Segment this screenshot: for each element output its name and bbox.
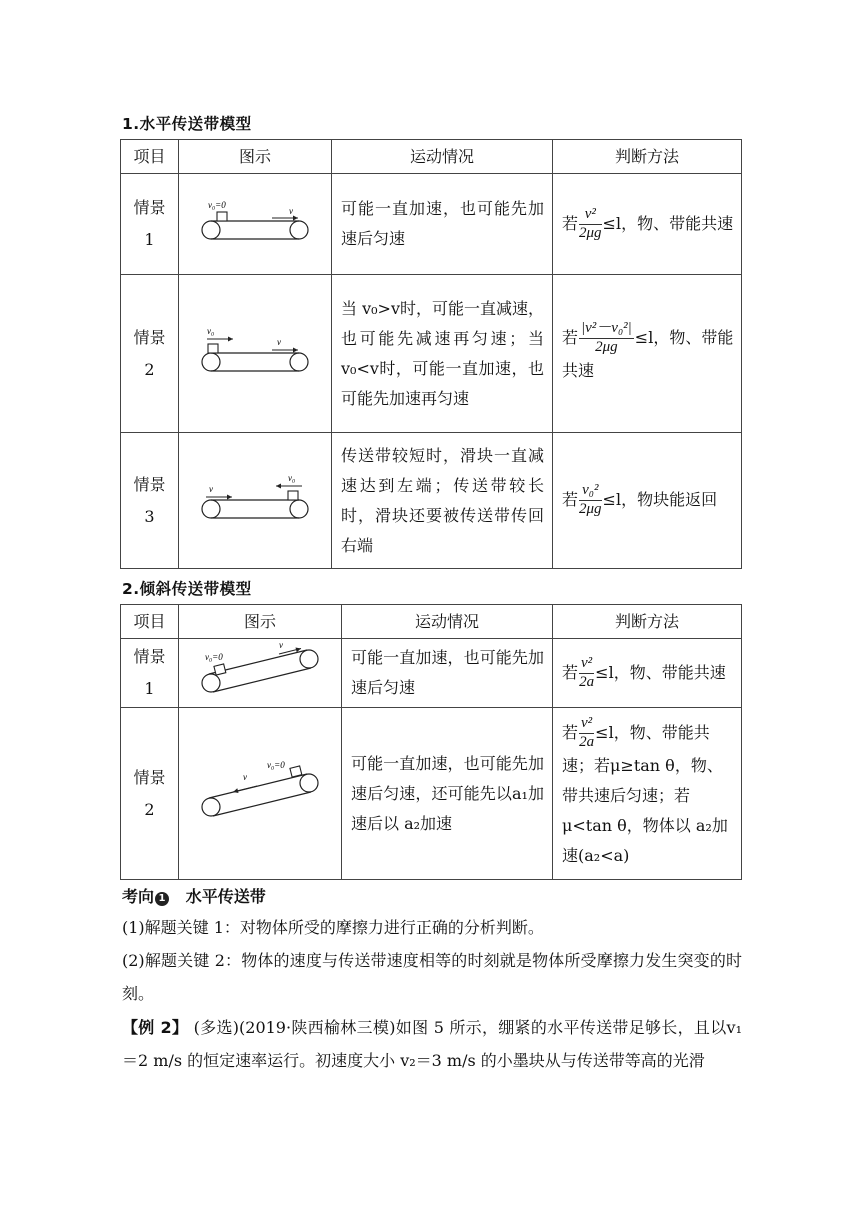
- svg-text:v₀=0: v₀=0: [267, 759, 285, 770]
- belt-diagram: [179, 639, 342, 708]
- header-item: 项目: [121, 605, 179, 639]
- table-row: [121, 433, 742, 569]
- example-text: (多选)(2019·陕西榆林三模)如图 5 所示，绷紧的水平传送带足够长，且以v₁＝2 m/s 的恒定速率运行。初速度大小 v₂＝3 m/s 的小墨块从与传送带等高的光滑: [122, 1018, 742, 1070]
- header-figure: 图示: [179, 140, 332, 174]
- table-row: [121, 275, 742, 433]
- svg-text:v₀=0: v₀=0: [208, 200, 226, 210]
- inclined-belt-figure-icon: [195, 758, 325, 820]
- judge-method: 若 $\frac{\text{v²}}{2a}$ ≤l，物、带能共速；若μ≥tan θ，物、带共速后匀速；若μ<tan θ，物体以 a₂加速(a₂<a): [553, 708, 742, 880]
- table-header-row: [121, 140, 742, 174]
- scenario-label: 情景 2: [121, 275, 179, 433]
- paragraph-key-2: (2)解题关键 2：物体的速度与传送带速度相等的时刻就是物体所受摩擦力发生突变的时刻。: [122, 951, 742, 1003]
- svg-text:v: v: [279, 640, 283, 650]
- header-judge: 判断方法: [553, 605, 742, 639]
- motion-description: 传送带较短时，滑块一直减速达到左端；传送带较长时，滑块还要被传送带传回右端: [332, 433, 553, 569]
- header-judge: 判断方法: [553, 140, 742, 174]
- table-row: [121, 708, 742, 880]
- belt-diagram: [179, 174, 332, 275]
- belt-diagram: [179, 275, 332, 433]
- header-motion: 运动情况: [332, 140, 553, 174]
- judge-method: 若 $\frac{\text{v²}}{2\mu g}$ ≤l，物、带能共速: [553, 174, 742, 275]
- table-header-row: [121, 605, 742, 639]
- belt-figure-icon: [200, 197, 310, 241]
- svg-text:v: v: [277, 336, 281, 347]
- belt-diagram: [179, 708, 342, 880]
- judge-method: 若 $\frac{\text{v₀²}}{2\mu g}$ ≤l，物块能返回: [553, 433, 742, 569]
- belt-figure-icon: [200, 325, 310, 373]
- scenario-label: 情景 1: [121, 174, 179, 275]
- header-motion: 运动情况: [342, 605, 553, 639]
- table-row: [121, 174, 742, 275]
- belt-diagram: [179, 433, 332, 569]
- inclined-belt-figure-icon: [195, 640, 325, 696]
- motion-description: 可能一直加速，也可能先加速后匀速: [332, 174, 553, 275]
- section-title-inclined: 2.倾斜传送带模型: [122, 580, 252, 598]
- section-title-horizontal: 1.水平传送带模型: [122, 115, 252, 133]
- belt-figure-icon: [200, 472, 310, 520]
- inclined-belt-table: [120, 604, 742, 880]
- header-item: 项目: [121, 140, 179, 174]
- header-figure: 图示: [179, 605, 342, 639]
- svg-text:v₀: v₀: [288, 472, 296, 483]
- number-badge: 1: [155, 892, 169, 906]
- svg-text:v: v: [243, 771, 247, 782]
- judge-method: 若 $\frac{\text{|v²－v₀²|}}{2\mu g}$ ≤l，物、带能共速: [553, 275, 742, 433]
- scenario-label: 情景 1: [121, 639, 179, 708]
- horizontal-belt-table: [120, 139, 742, 569]
- judge-method: 若 $\frac{\text{v²}}{2a}$ ≤l，物、带能共速: [553, 639, 742, 708]
- example-tag: 【例 2】: [122, 1018, 189, 1037]
- motion-description: 可能一直加速，也可能先加速后匀速: [342, 639, 553, 708]
- example-paragraph: [122, 1011, 742, 1077]
- motion-description: 可能一直加速，也可能先加速后匀速，还可能先以a₁加速后以 a₂加速: [342, 708, 553, 880]
- scenario-label: 情景 2: [121, 708, 179, 880]
- svg-text:v: v: [209, 483, 213, 494]
- svg-text:v₀=0: v₀=0: [205, 652, 223, 662]
- topic-heading: 考向 1 水平传送带: [122, 887, 266, 906]
- paragraph-key-1: (1)解题关键 1：对物体所受的摩擦力进行正确的分析判断。: [122, 918, 544, 937]
- svg-text:v: v: [289, 206, 293, 216]
- table-row: [121, 639, 742, 708]
- scenario-label: 情景 3: [121, 433, 179, 569]
- svg-text:v₀: v₀: [207, 325, 215, 336]
- motion-description: 当 v₀>v时，可能一直减速，也可能先减速再匀速；当v₀<v时，可能一直加速，也可能先加速再匀速: [332, 275, 553, 433]
